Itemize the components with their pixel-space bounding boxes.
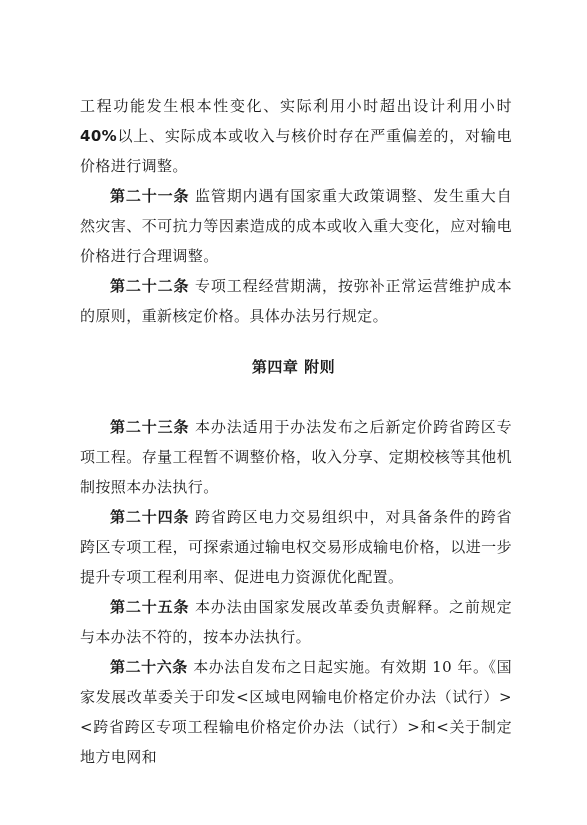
article-label: 第二十三条	[110, 418, 190, 436]
article-25	[80, 592, 512, 652]
article-label: 第二十二条	[110, 277, 190, 295]
article-text: 本办法由国家发展改革委负责解释。之前规定与本办法不符的，按本办法执行。	[80, 598, 512, 646]
article-text: 本办法适用于办法发布之后新定价跨省跨区专项工程。存量工程暂不调整价格，收入分享、定期校核等其他机制按照本办法执行。	[80, 418, 512, 496]
article-22	[80, 271, 512, 331]
article-text: 本办法自发布之日起实施。有效期 10 年。《国家发展改革委关于印发<区域电网输电价格定价办法（试行）><跨省跨区专项工程输电价格定价办法（试行）>和<关于制定地方电网和	[80, 658, 512, 766]
chapter-title: 第四章 附则	[251, 358, 336, 376]
article-label: 第二十四条	[110, 508, 190, 526]
article-24	[80, 502, 512, 592]
percentage-value: 40%	[80, 127, 118, 145]
article-text: 专项工程经营期满，按弥补正常运营维护成本的原则，重新核定价格。具体办法另行规定。	[80, 277, 512, 325]
article-label: 第二十六条	[110, 658, 188, 676]
article-26	[80, 652, 512, 772]
article-text: 跨省跨区电力交易组织中，对具备条件的跨省跨区专项工程，可探索通过输电权交易形成输电价格，以进一步提升专项工程利用率、促进电力资源优化配置。	[80, 508, 512, 586]
paragraph-continuation	[80, 91, 512, 181]
paragraph-text: 以上、实际成本或收入与核价时存在严重偏差的，对输电价格进行调整。	[80, 127, 512, 175]
article-21	[80, 181, 512, 271]
article-text: 监管期内遇有国家重大政策调整、发生重大自然灾害、不可抗力等因素造成的成本或收入重大变化，应对输电价格进行合理调整。	[80, 187, 512, 265]
article-label: 第二十一条	[110, 187, 190, 205]
paragraph-text: 工程功能发生根本性变化、实际利用小时超出设计利用小时	[80, 97, 512, 115]
article-label: 第二十五条	[110, 598, 190, 616]
article-23	[80, 412, 512, 502]
